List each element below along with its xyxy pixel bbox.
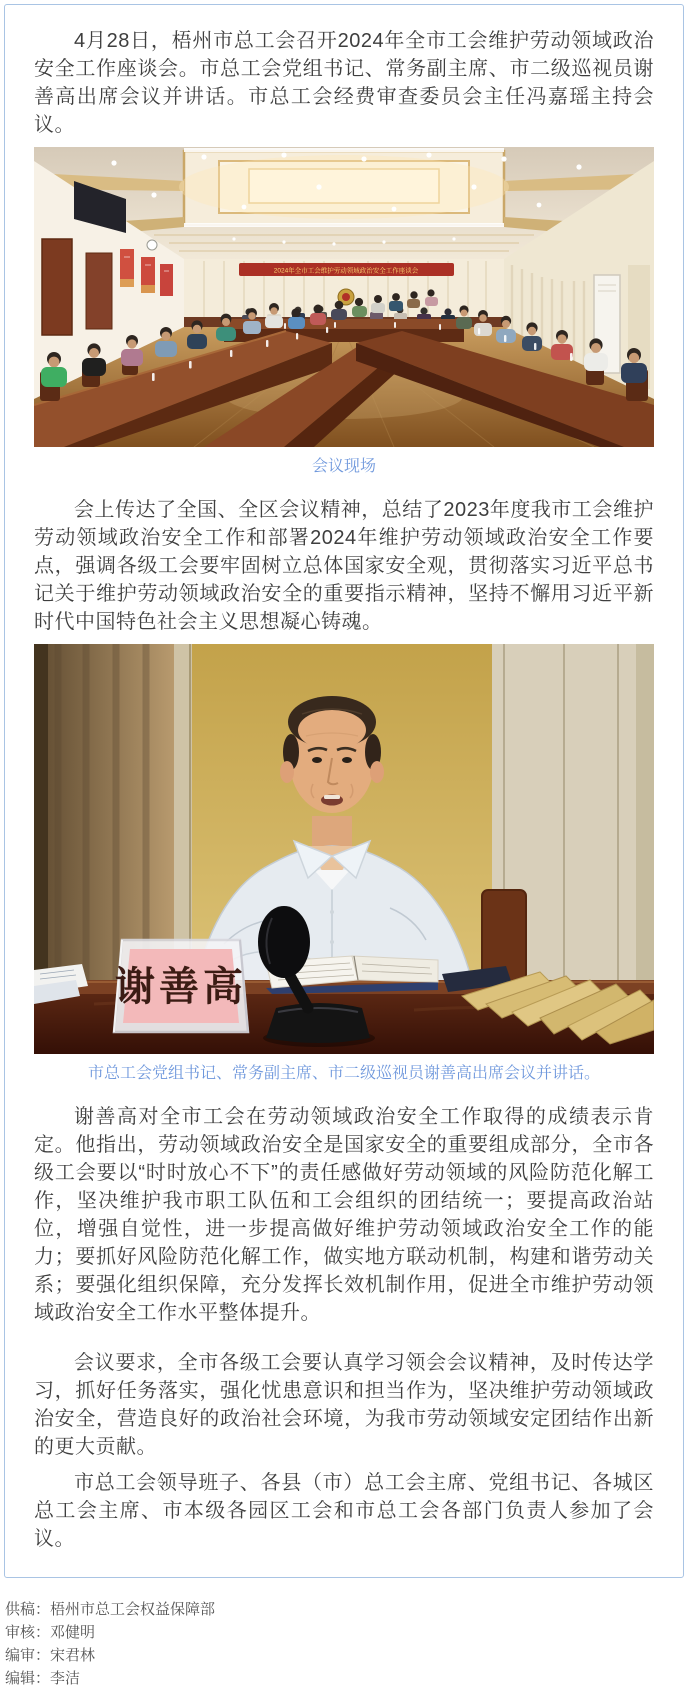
credit-editor-chief: 编审：宋君林 <box>5 1647 96 1664</box>
content-frame <box>4 4 684 1578</box>
meeting-room-illustration <box>34 147 654 447</box>
article-credits <box>0 1578 688 1694</box>
photo-caption-2: 市总工会党组书记、常务副主席、市二级巡视员谢善高出席会议并讲话。 <box>87 1065 600 1082</box>
name-placard <box>114 940 248 1032</box>
paragraph-2: 会上传达了全国、全区会议精神，总结了2023年度我市工会维护劳动领域政治安全工作和部署2024年维护劳动领域政治安全工作要点，强调各级工会要牢固树立总体国家安全观，贯彻落实习近平总书记关于维护劳动领域政治安全的重要指示精神，坚持不懈用习近平新时代中国特色社会主义思想凝心铸魂。 <box>34 499 654 633</box>
speaker-photo[interactable] <box>34 644 654 1054</box>
credit-contributor: 供稿：梧州市总工会权益保障部 <box>5 1601 216 1618</box>
paragraph-1: 4月28日，梧州市总工会召开2024年全市工会维护劳动领域政治安全工作座谈会。市总工会党组书记、常务副主席、市二级巡视员谢善高出席会议并讲话。市总工会经费审查委员会主任冯嘉瑶主持会议。 <box>34 30 654 136</box>
figure-speaker <box>34 644 654 1085</box>
meeting-banner-text: 2024年全市工会维护劳动领域政治安全工作座谈会 <box>273 267 419 275</box>
credit-editor: 编辑：李洁 <box>5 1670 81 1687</box>
paragraph-4: 会议要求，全市各级工会要认真学习领会会议精神，及时传达学习，抓好任务落实，强化忧患意识和担当作为，坚决维护劳动领域政治安全，营造良好的政治社会环境，为我市劳动领域安定团结作出新的更大贡献。 <box>34 1352 654 1458</box>
speaker-illustration <box>34 644 654 1054</box>
paragraph-3: 谢善高对全市工会在劳动领域政治安全工作取得的成绩表示肯定。他指出，劳动领域政治安全是国家安全的重要组成部分，全市各级工会要以“时时放心不下”的责任感做好劳动领域的风险防范化解工作，坚决维护我市职工队伍和工会组织的团结统一；要提高政治站位，增强自觉性，进一步提高做好维护劳动领域政治安全工作的能力；要抓好风险防范化解工作，做实地方联动机制，构建和谐劳动关系；要强化组织保障，充分发挥长效机制作用，促进全市维护劳动领域政治安全工作水平整体提升。 <box>34 1106 654 1324</box>
credit-reviewer: 审核：邓健明 <box>5 1624 96 1641</box>
name-placard-text: 谢善高 <box>115 963 247 1010</box>
photo-caption-1: 会议现场 <box>311 458 376 475</box>
wall-clock <box>147 240 157 250</box>
figure-meeting-room <box>34 147 654 478</box>
article-page <box>0 4 688 1694</box>
meeting-room-photo[interactable] <box>34 147 654 447</box>
paragraph-5: 市总工会领导班子、各县（市）总工会主席、党组书记、各城区总工会主席、市本级各园区工会和市总工会各部门负责人参加了会议。 <box>34 1472 654 1550</box>
